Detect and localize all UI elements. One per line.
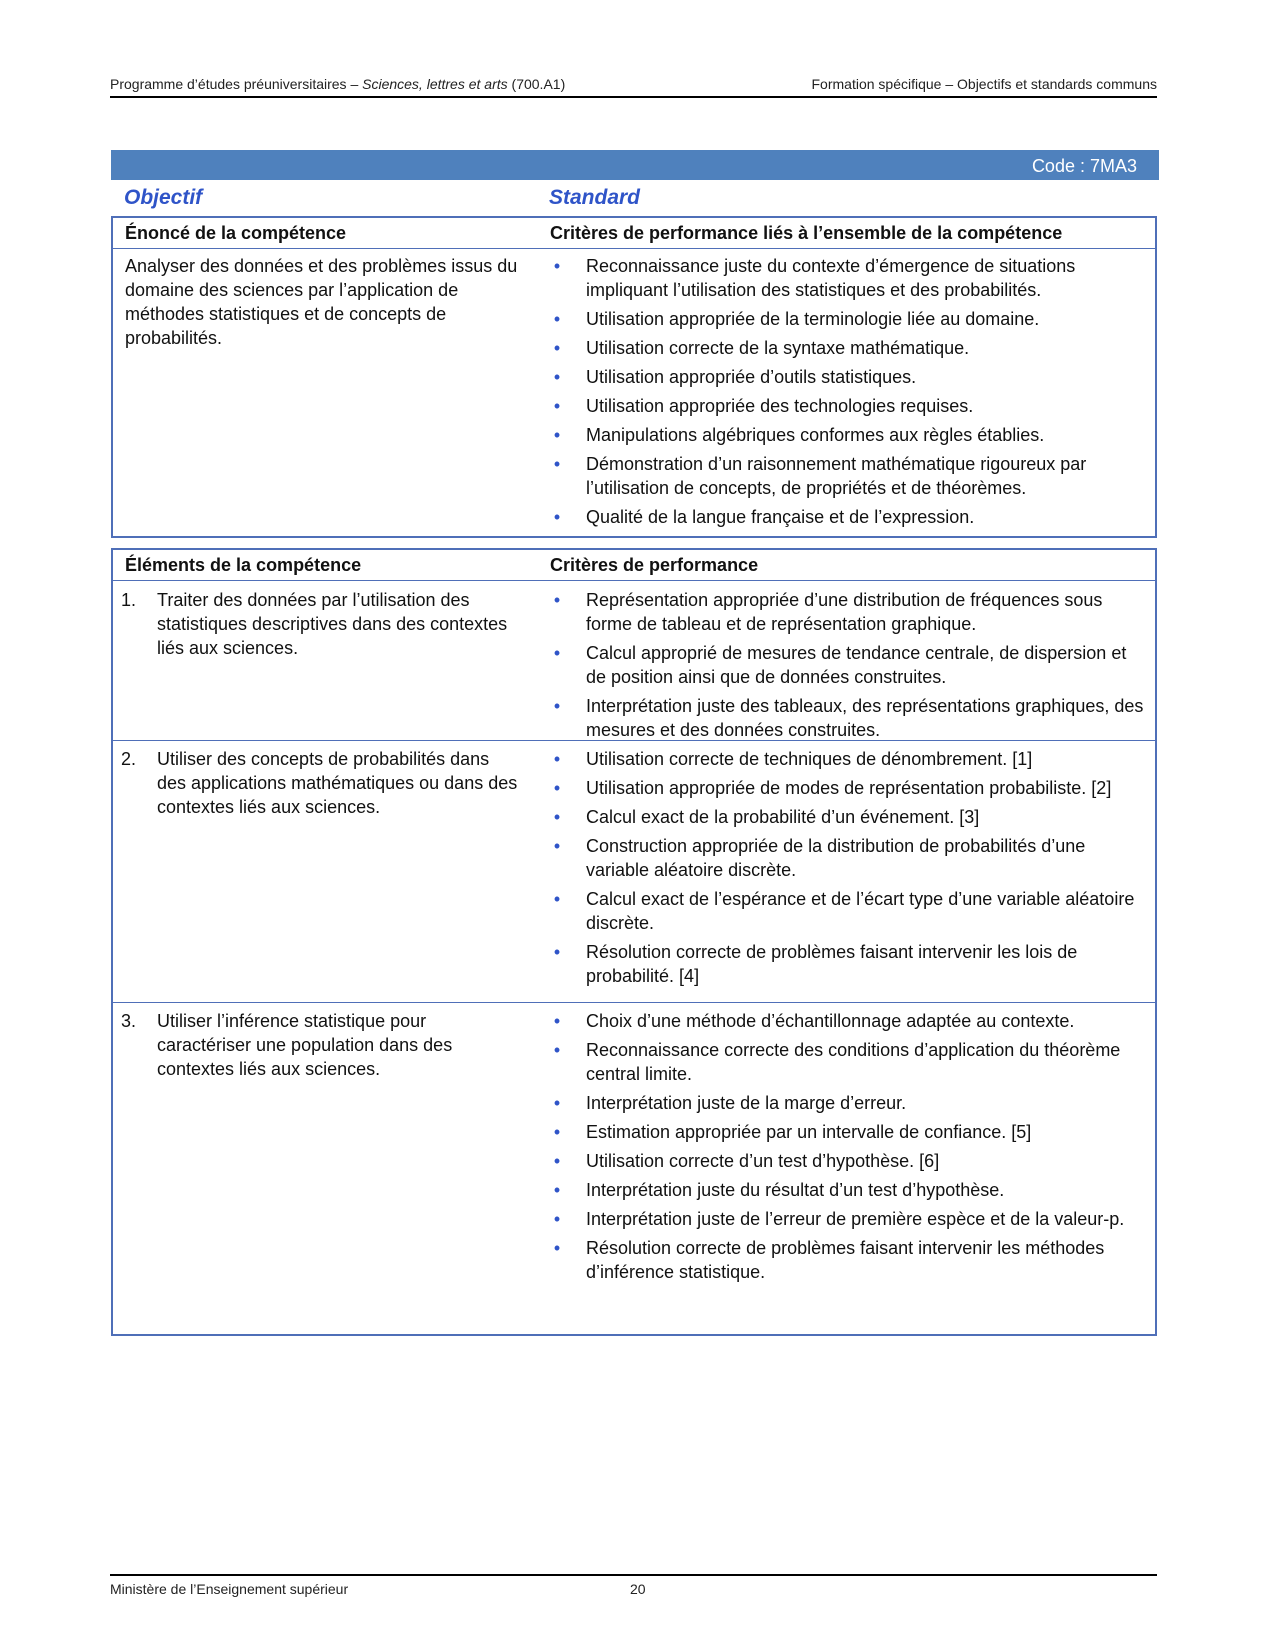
- criterion-text: Estimation appropriée par un intervalle de confiance. [5]: [586, 1122, 1032, 1142]
- bullet-icon: •: [553, 454, 561, 474]
- criterion-item: [550, 1149, 1150, 1173]
- bullet-icon: •: [553, 942, 561, 962]
- competence-statement: Analyser des données et des problèmes issus du domaine des sciences par l’application de méthodes statistiques et de concepts de probabilités.: [125, 256, 518, 348]
- criterion-text: Reconnaissance juste du contexte d’émergence de situations impliquant l’utilisation des statistiques et des probabilités.: [586, 256, 1076, 300]
- objective-standard-row: [111, 180, 1159, 216]
- criterion-text: Utilisation appropriée de la terminologie liée au domaine.: [586, 309, 1040, 329]
- criterion-text: Manipulations algébriques conformes aux règles établies.: [586, 425, 1045, 445]
- element-criteria-list: [550, 747, 1150, 993]
- element-criteria-list: [550, 1009, 1150, 1289]
- elements-header: Éléments de la compétence: [125, 555, 362, 575]
- criterion-item: [550, 423, 1150, 447]
- element-number: 3.: [121, 1011, 137, 1031]
- criterion-item: [550, 336, 1150, 360]
- criterion-item: [550, 365, 1150, 389]
- criterion-text: Interprétation juste de l’erreur de première espèce et de la valeur-p.: [586, 1209, 1125, 1229]
- bullet-icon: •: [553, 309, 561, 329]
- ministry-name: Ministère de l’Enseignement supérieur: [110, 1581, 349, 1597]
- element-row: [113, 1002, 1155, 1335]
- criterion-text: Calcul approprié de mesures de tendance centrale, de dispersion et de position ainsi que de données construites.: [586, 643, 1127, 687]
- criterion-item: [550, 1038, 1150, 1086]
- bullet-icon: •: [553, 836, 561, 856]
- element-row: [113, 582, 1155, 740]
- criterion-text: Utilisation correcte de la syntaxe mathématique.: [586, 338, 970, 358]
- competence-table: [111, 216, 1157, 538]
- page-footer: [110, 1574, 1157, 1600]
- elements-table: [111, 548, 1157, 1336]
- criterion-item: [550, 940, 1150, 988]
- code-bar: [111, 150, 1159, 180]
- bullet-icon: •: [553, 1093, 561, 1113]
- criterion-item: [550, 1009, 1150, 1033]
- criterion-item: [550, 452, 1150, 500]
- bullet-icon: •: [553, 1238, 561, 1258]
- competence-code: Code : 7MA3: [1031, 156, 1137, 176]
- element-row: [113, 740, 1155, 1003]
- bullet-icon: •: [553, 507, 561, 527]
- criterion-item: [550, 641, 1150, 689]
- bullet-icon: •: [553, 807, 561, 827]
- criterion-text: Interprétation juste du résultat d’un test d’hypothèse.: [586, 1180, 1005, 1200]
- bullet-icon: •: [553, 1209, 561, 1229]
- bullet-icon: •: [553, 425, 561, 445]
- criterion-item: [550, 505, 1150, 529]
- criterion-text: Interprétation juste des tableaux, des représentations graphiques, des mesures et des données construites.: [586, 696, 1144, 740]
- program-name: Sciences, lettres et arts: [362, 76, 508, 92]
- element-text: Utiliser l’inférence statistique pour caractériser une population dans des contextes liés aux sciences.: [157, 1011, 453, 1079]
- element-number: 1.: [121, 590, 137, 610]
- bullet-icon: •: [553, 1151, 561, 1171]
- objectif-label: Objectif: [124, 186, 203, 209]
- criterion-text: Représentation appropriée d’une distribution de fréquences sous forme de tableau et de représentation graphique.: [586, 590, 1103, 634]
- criterion-item: [550, 1207, 1150, 1231]
- competence-header-row: [113, 218, 1155, 249]
- bullet-icon: •: [553, 590, 561, 610]
- criterion-item: [550, 834, 1150, 882]
- bullet-icon: •: [553, 1011, 561, 1031]
- criterion-text: Résolution correcte de problèmes faisant intervenir les méthodes d’inférence statistique.: [586, 1238, 1105, 1282]
- criterion-item: [550, 1178, 1150, 1202]
- criterion-item: [550, 694, 1150, 742]
- bullet-icon: •: [553, 1180, 561, 1200]
- competence-criteria-header: Critères de performance liés à l’ensemble de la compétence: [550, 223, 1063, 243]
- element-text: Traiter des données par l’utilisation des statistiques descriptives dans des contextes liés aux sciences.: [157, 590, 508, 658]
- bullet-icon: •: [553, 889, 561, 909]
- criterion-text: Reconnaissance correcte des conditions d’application du théorème central limite.: [586, 1040, 1121, 1084]
- bullet-icon: •: [553, 367, 561, 387]
- criterion-text: Utilisation appropriée de modes de représentation probabiliste. [2]: [586, 778, 1112, 798]
- criterion-text: Calcul exact de la probabilité d’un événement. [3]: [586, 807, 980, 827]
- elements-header-row: [113, 550, 1155, 581]
- bullet-icon: •: [553, 338, 561, 358]
- criterion-item: [550, 1120, 1150, 1144]
- bullet-icon: •: [553, 396, 561, 416]
- bullet-icon: •: [553, 778, 561, 798]
- standard-label: Standard: [549, 186, 641, 209]
- criterion-text: Choix d’une méthode d’échantillonnage adaptée au contexte.: [586, 1011, 1075, 1031]
- criterion-item: [550, 394, 1150, 418]
- criterion-item: [550, 1091, 1150, 1115]
- criterion-text: Démonstration d’un raisonnement mathématique rigoureux par l’utilisation de concepts, de propriétés et de théorèmes.: [586, 454, 1087, 498]
- criterion-item: [550, 254, 1150, 302]
- criterion-item: [550, 1236, 1150, 1284]
- criterion-text: Construction appropriée de la distribution de probabilités d’une variable aléatoire discrète.: [586, 836, 1086, 880]
- page-header: [110, 74, 1157, 98]
- element-criteria-list: [550, 588, 1150, 747]
- bullet-icon: •: [553, 1122, 561, 1142]
- criterion-item: [550, 887, 1150, 935]
- criterion-item: [550, 307, 1150, 331]
- elements-criteria-header: Critères de performance: [550, 555, 759, 575]
- element-number: 2.: [121, 749, 137, 769]
- criterion-text: Utilisation appropriée des technologies requises.: [586, 396, 974, 416]
- criterion-text: Résolution correcte de problèmes faisant intervenir les lois de probabilité. [4]: [586, 942, 1078, 986]
- criterion-item: [550, 805, 1150, 829]
- criterion-item: [550, 588, 1150, 636]
- element-text: Utiliser des concepts de probabilités dans des applications mathématiques ou dans des contextes liés aux sciences.: [157, 749, 518, 817]
- criterion-text: Qualité de la langue française et de l’expression.: [586, 507, 975, 527]
- competence-statement-header: Énoncé de la compétence: [125, 223, 347, 243]
- bullet-icon: •: [553, 749, 561, 769]
- bullet-icon: •: [553, 1040, 561, 1060]
- criterion-text: Calcul exact de l’espérance et de l’écart type d’une variable aléatoire discrète.: [586, 889, 1135, 933]
- program-title: [110, 76, 565, 92]
- program-code: (700.A1): [507, 76, 566, 92]
- competence-criteria-list: [550, 254, 1150, 534]
- page-number: 20: [630, 1581, 646, 1597]
- bullet-icon: •: [553, 643, 561, 663]
- bullet-icon: •: [553, 696, 561, 716]
- bullet-icon: •: [553, 256, 561, 276]
- criterion-text: Interprétation juste de la marge d’erreur.: [586, 1093, 907, 1113]
- program-prefix: Programme d’études préuniversitaires –: [110, 76, 363, 92]
- criterion-text: Utilisation appropriée d’outils statistiques.: [586, 367, 917, 387]
- section-title: Formation spécifique – Objectifs et standards communs: [811, 76, 1157, 92]
- criterion-text: Utilisation correcte d’un test d’hypothèse. [6]: [586, 1151, 940, 1171]
- criterion-item: [550, 747, 1150, 771]
- criterion-item: [550, 776, 1150, 800]
- criterion-text: Utilisation correcte de techniques de dénombrement. [1]: [586, 749, 1033, 769]
